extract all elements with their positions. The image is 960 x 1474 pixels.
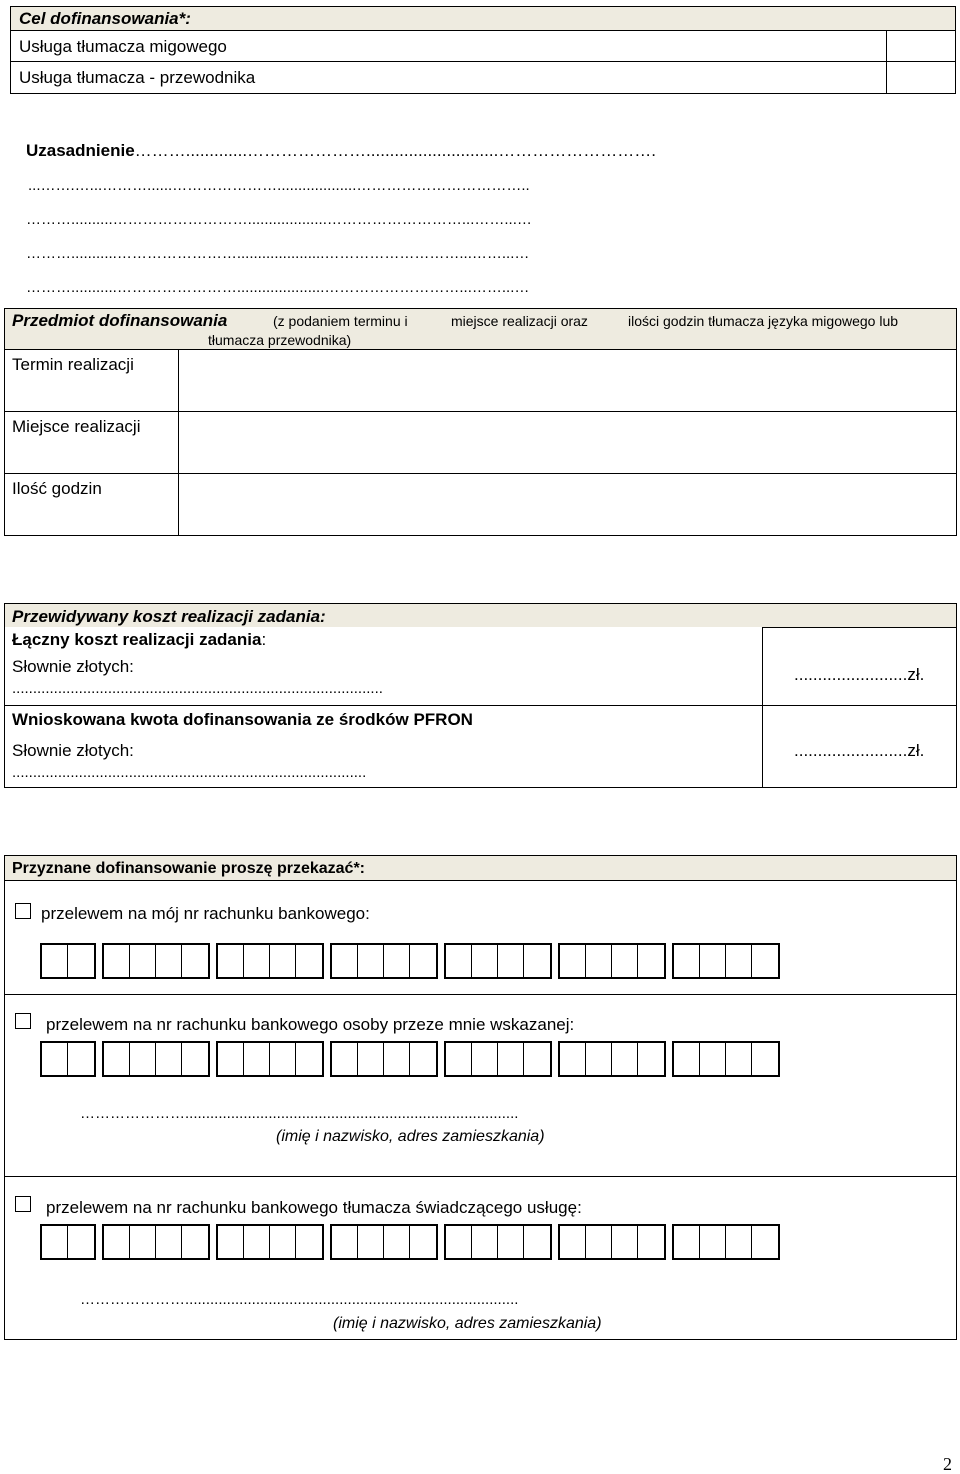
account-digit-cell[interactable] bbox=[410, 1043, 436, 1075]
account-digit-group bbox=[444, 1224, 552, 1260]
account-digit-cell[interactable] bbox=[752, 1226, 778, 1258]
account-digit-cell[interactable] bbox=[130, 1226, 156, 1258]
koszt-title: Przewidywany koszt realizacji zadania: bbox=[12, 607, 326, 626]
uzasadnienie-line: ………...........…………………….....................………………………...……...… bbox=[26, 279, 530, 296]
slownie-dots: ..................................................................................... bbox=[12, 764, 367, 781]
account-number-field[interactable] bbox=[40, 1224, 786, 1260]
account-digit-cell[interactable] bbox=[384, 945, 410, 977]
account-digit-group bbox=[102, 943, 210, 979]
divider bbox=[762, 627, 763, 787]
account-digit-cell[interactable] bbox=[42, 945, 68, 977]
account-digit-group bbox=[558, 1224, 666, 1260]
account-digit-cell[interactable] bbox=[638, 945, 664, 977]
account-digit-cell[interactable] bbox=[104, 1043, 130, 1075]
account-digit-group bbox=[216, 1224, 324, 1260]
page-number: 2 bbox=[943, 1454, 952, 1474]
account-digit-group bbox=[40, 943, 96, 979]
account-digit-cell[interactable] bbox=[752, 945, 778, 977]
account-digit-cell[interactable] bbox=[68, 945, 94, 977]
laczny-koszt-label: Łączny koszt realizacji zadania: bbox=[12, 630, 267, 649]
divider bbox=[11, 30, 955, 31]
account-digit-cell[interactable] bbox=[42, 1226, 68, 1258]
wnioskowana-amount[interactable]: ........................zł. bbox=[794, 741, 925, 760]
account-digit-cell[interactable] bbox=[410, 1226, 436, 1258]
account-digit-cell[interactable] bbox=[472, 1226, 498, 1258]
przedmiot-note: tłumacza przewodnika) bbox=[208, 332, 352, 348]
account-digit-cell[interactable] bbox=[130, 1043, 156, 1075]
przekazanie-section bbox=[4, 855, 957, 1340]
slownie-label: Słownie złotych: bbox=[12, 741, 134, 760]
account-digit-cell[interactable] bbox=[296, 945, 322, 977]
przedmiot-note: miejsce realizacji oraz bbox=[451, 313, 588, 329]
account-digit-cell[interactable] bbox=[752, 1043, 778, 1075]
account-digit-cell[interactable] bbox=[586, 945, 612, 977]
account-digit-cell[interactable] bbox=[332, 945, 358, 977]
account-digit-cell[interactable] bbox=[270, 945, 296, 977]
account-digit-group bbox=[330, 943, 438, 979]
account-digit-group bbox=[216, 943, 324, 979]
account-digit-cell[interactable] bbox=[410, 945, 436, 977]
account-digit-cell[interactable] bbox=[446, 1043, 472, 1075]
uzasadnienie-block[interactable] bbox=[24, 140, 954, 300]
cel-checkbox-migowy[interactable] bbox=[887, 31, 955, 61]
account-digit-cell[interactable] bbox=[218, 945, 244, 977]
account-digit-group bbox=[330, 1224, 438, 1260]
account-digit-cell[interactable] bbox=[244, 1043, 270, 1075]
account-digit-cell[interactable] bbox=[270, 1226, 296, 1258]
account-digit-cell[interactable] bbox=[560, 945, 586, 977]
uzasadnienie-line: ………..........………………………...................………………………...……...… bbox=[26, 211, 532, 228]
option-indicated-person-checkbox[interactable] bbox=[15, 1013, 31, 1029]
account-digit-cell[interactable] bbox=[296, 1043, 322, 1075]
przedmiot-note: ilości godzin tłumacza języka migowego lub bbox=[628, 313, 899, 329]
account-digit-cell[interactable] bbox=[446, 1226, 472, 1258]
account-digit-cell[interactable] bbox=[700, 1226, 726, 1258]
account-digit-cell[interactable] bbox=[244, 1226, 270, 1258]
account-digit-group bbox=[444, 1041, 552, 1077]
account-digit-cell[interactable] bbox=[384, 1043, 410, 1075]
uzasadnienie-label: Uzasadnienie bbox=[26, 141, 135, 160]
account-digit-group bbox=[216, 1041, 324, 1077]
divider bbox=[178, 349, 179, 535]
slownie-label: Słownie złotych: bbox=[12, 657, 134, 676]
miejsce-field[interactable] bbox=[180, 412, 955, 472]
laczny-amount[interactable]: ........................zł. bbox=[794, 665, 925, 684]
account-digit-cell[interactable] bbox=[674, 1043, 700, 1075]
account-digit-cell[interactable] bbox=[68, 1043, 94, 1075]
divider bbox=[762, 627, 956, 628]
uzasadnienie-dots: ……….............…………………............................………………………. bbox=[134, 141, 657, 160]
przedmiot-note: (z podaniem terminu i bbox=[273, 313, 408, 329]
account-digit-cell[interactable] bbox=[244, 945, 270, 977]
account-digit-group bbox=[558, 943, 666, 979]
account-digit-cell[interactable] bbox=[218, 1226, 244, 1258]
account-digit-cell[interactable] bbox=[560, 1043, 586, 1075]
name-address-dots[interactable]: …………………................................................................................ bbox=[80, 1291, 519, 1308]
account-digit-cell[interactable] bbox=[218, 1043, 244, 1075]
account-digit-cell[interactable] bbox=[498, 1043, 524, 1075]
account-digit-cell[interactable] bbox=[270, 1043, 296, 1075]
account-digit-cell[interactable] bbox=[384, 1226, 410, 1258]
account-digit-cell[interactable] bbox=[182, 1226, 208, 1258]
account-digit-cell[interactable] bbox=[104, 945, 130, 977]
account-digit-cell[interactable] bbox=[560, 1226, 586, 1258]
account-digit-cell[interactable] bbox=[498, 945, 524, 977]
account-digit-cell[interactable] bbox=[612, 945, 638, 977]
account-digit-cell[interactable] bbox=[586, 1043, 612, 1075]
cel-option-przewodnik: Usługa tłumacza - przewodnika bbox=[19, 68, 256, 87]
termin-field[interactable] bbox=[180, 350, 955, 410]
account-digit-cell[interactable] bbox=[296, 1226, 322, 1258]
account-digit-cell[interactable] bbox=[182, 1043, 208, 1075]
name-address-caption: (imię i nazwisko, adres zamieszkania) bbox=[333, 1315, 602, 1332]
account-digit-group bbox=[330, 1041, 438, 1077]
row-label-termin: Termin realizacji bbox=[12, 355, 134, 374]
account-digit-cell[interactable] bbox=[156, 1043, 182, 1075]
account-digit-cell[interactable] bbox=[472, 1043, 498, 1075]
divider bbox=[5, 880, 956, 881]
account-digit-cell[interactable] bbox=[182, 945, 208, 977]
account-digit-cell[interactable] bbox=[332, 1226, 358, 1258]
divider bbox=[11, 61, 955, 62]
cel-title: Cel dofinansowania*: bbox=[19, 9, 191, 28]
account-number-field[interactable] bbox=[40, 1041, 786, 1077]
account-digit-cell[interactable] bbox=[612, 1226, 638, 1258]
account-digit-cell[interactable] bbox=[524, 1226, 550, 1258]
account-digit-cell[interactable] bbox=[446, 945, 472, 977]
account-digit-cell[interactable] bbox=[726, 1226, 752, 1258]
account-digit-cell[interactable] bbox=[700, 1043, 726, 1075]
option-interpreter-label: przelewem na nr rachunku bankowego tłumacza świadczącego usługę: bbox=[46, 1198, 582, 1217]
account-digit-group bbox=[558, 1041, 666, 1077]
account-number-field[interactable] bbox=[40, 943, 786, 979]
account-digit-group bbox=[102, 1041, 210, 1077]
name-address-dots[interactable]: …………………................................................................................ bbox=[80, 1105, 519, 1122]
przedmiot-title: Przedmiot dofinansowania bbox=[12, 311, 228, 330]
divider bbox=[5, 994, 956, 995]
account-digit-cell[interactable] bbox=[498, 1226, 524, 1258]
account-digit-group bbox=[40, 1041, 96, 1077]
uzasadnienie-line: ...…….…...………......…………………...................…………………………….. bbox=[28, 177, 530, 194]
account-digit-cell[interactable] bbox=[104, 1226, 130, 1258]
divider bbox=[5, 705, 956, 706]
account-digit-cell[interactable] bbox=[586, 1226, 612, 1258]
account-digit-cell[interactable] bbox=[674, 945, 700, 977]
uzasadnienie-line: ………...........…………………….....................………………………...……...… bbox=[26, 245, 530, 262]
account-digit-cell[interactable] bbox=[358, 1043, 384, 1075]
divider bbox=[5, 1176, 956, 1177]
option-indicated-person-label: przelewem na nr rachunku bankowego osoby przeze mnie wskazanej: bbox=[46, 1015, 575, 1034]
account-digit-group bbox=[672, 1224, 780, 1260]
account-digit-cell[interactable] bbox=[42, 1043, 68, 1075]
wnioskowana-label: Wnioskowana kwota dofinansowania ze środków PFRON bbox=[12, 710, 473, 729]
account-digit-group bbox=[444, 943, 552, 979]
name-address-caption: (imię i nazwisko, adres zamieszkania) bbox=[276, 1128, 545, 1145]
account-digit-cell[interactable] bbox=[130, 945, 156, 977]
account-digit-cell[interactable] bbox=[156, 1226, 182, 1258]
account-digit-cell[interactable] bbox=[68, 1226, 94, 1258]
account-digit-cell[interactable] bbox=[472, 945, 498, 977]
account-digit-cell[interactable] bbox=[332, 1043, 358, 1075]
option-own-account-label: przelewem na mój nr rachunku bankowego: bbox=[41, 904, 370, 923]
account-digit-cell[interactable] bbox=[726, 945, 752, 977]
account-digit-group bbox=[102, 1224, 210, 1260]
row-label-godziny: Ilość godzin bbox=[12, 479, 102, 498]
godziny-field[interactable] bbox=[180, 474, 955, 534]
account-digit-cell[interactable] bbox=[726, 1043, 752, 1075]
account-digit-cell[interactable] bbox=[524, 1043, 550, 1075]
cel-checkbox-przewodnik[interactable] bbox=[887, 62, 955, 93]
account-digit-cell[interactable] bbox=[156, 945, 182, 977]
przekazanie-title: Przyznane dofinansowanie proszę przekazać*: bbox=[12, 860, 365, 877]
account-digit-cell[interactable] bbox=[674, 1226, 700, 1258]
row-label-miejsce: Miejsce realizacji bbox=[12, 417, 141, 436]
account-digit-cell[interactable] bbox=[358, 1226, 384, 1258]
account-digit-group bbox=[672, 1041, 780, 1077]
account-digit-cell[interactable] bbox=[612, 1043, 638, 1075]
cel-option-migowy: Usługa tłumacza migowego bbox=[19, 37, 227, 56]
account-digit-group bbox=[672, 943, 780, 979]
account-digit-cell[interactable] bbox=[524, 945, 550, 977]
option-own-account-checkbox[interactable] bbox=[15, 903, 31, 919]
account-digit-cell[interactable] bbox=[358, 945, 384, 977]
account-digit-cell[interactable] bbox=[638, 1043, 664, 1075]
account-digit-cell[interactable] bbox=[638, 1226, 664, 1258]
slownie-dots: ......................................................................................... bbox=[12, 680, 383, 697]
option-interpreter-checkbox[interactable] bbox=[15, 1196, 31, 1212]
account-digit-group bbox=[40, 1224, 96, 1260]
account-digit-cell[interactable] bbox=[700, 945, 726, 977]
